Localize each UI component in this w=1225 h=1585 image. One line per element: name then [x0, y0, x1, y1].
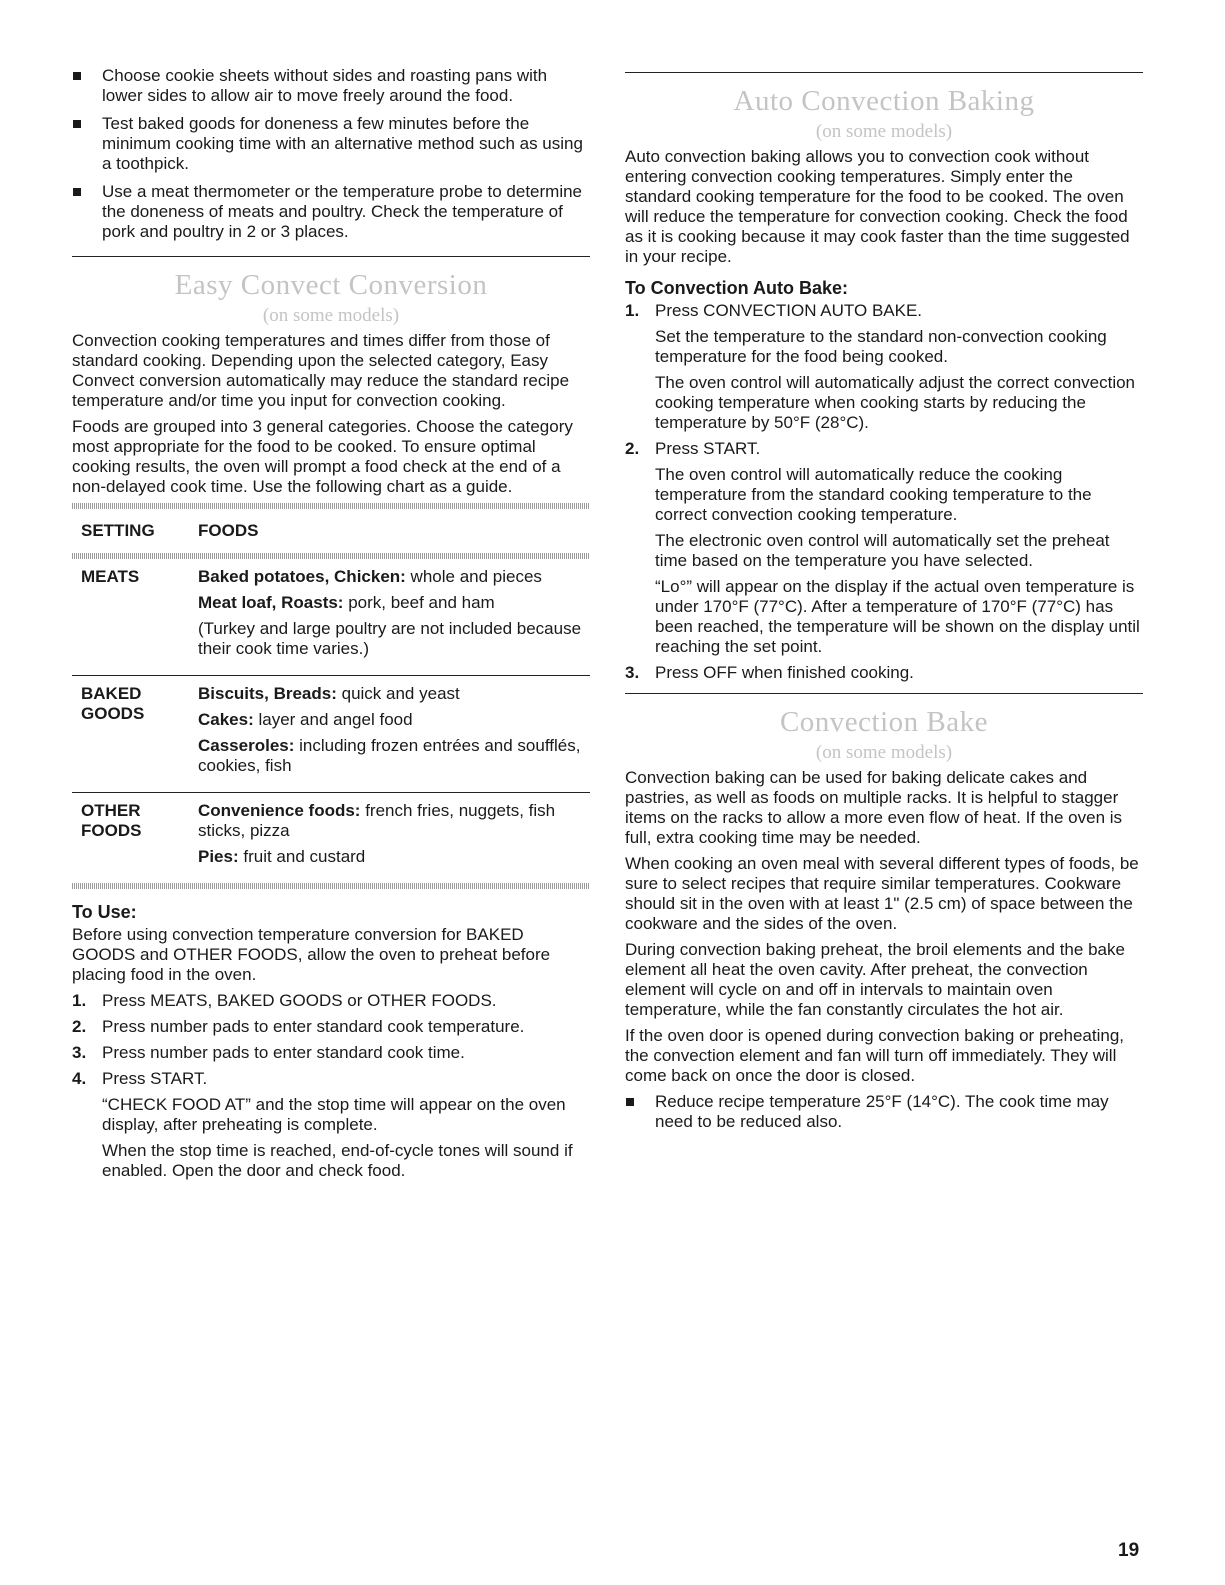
- food-line: (Turkey and large poultry are not included because their cook time varies.): [198, 619, 582, 658]
- convection-auto-bake-heading: To Convection Auto Bake:: [625, 278, 849, 298]
- step-text: Press START.: [655, 439, 761, 458]
- bullet-text: Test baked goods for doneness a few minutes before the minimum cooking time with an alternative method such as using a toothpick.: [102, 114, 583, 173]
- section-title: Easy Convect Conversion: [174, 269, 488, 301]
- step-detail: The oven control will automatically adjust the correct convection cooking temperature when cooking starts by reducing the temperature by 50°F (28°C).: [655, 373, 1136, 432]
- section-title: Convection Bake: [779, 706, 989, 738]
- to-use-steps: [72, 991, 590, 1181]
- table-row: [72, 792, 590, 883]
- step-detail: When the stop time is reached, end-of-cycle tones will sound if enabled. Open the door and check food.: [102, 1141, 573, 1180]
- step-item: [72, 991, 590, 1011]
- step-detail: The electronic oven control will automatically set the preheat time based on the temperature you have selected.: [655, 531, 1110, 570]
- paragraph: Convection cooking temperatures and times differ from those of standard cooking. Depending upon the selected category, Easy Convect conversion automatically may reduce the standard recipe temperature and/or time you input for convection cooking.: [72, 331, 570, 410]
- list-item: [72, 182, 590, 242]
- section-divider: [625, 72, 1143, 73]
- list-item: [72, 66, 590, 106]
- left-column: [72, 66, 590, 1187]
- to-use-heading: To Use:: [72, 902, 137, 922]
- foods-cell: [198, 567, 590, 665]
- food-line: Casseroles: including frozen entrées and soufflés, cookies, fish: [198, 736, 581, 775]
- step-text: Press CONVECTION AUTO BAKE.: [655, 301, 923, 320]
- setting-cell: MEATS: [81, 567, 140, 586]
- step-item: [72, 1043, 590, 1063]
- page-number: 19: [1118, 1540, 1140, 1561]
- list-item: [625, 1092, 1143, 1132]
- step-item: [625, 301, 1143, 433]
- step-item: [625, 663, 1143, 683]
- right-column: [625, 72, 1143, 1140]
- paragraph: If the oven door is opened during convection baking or preheating, the convection element and fan will turn off immediately. They will come back on once the door is closed.: [625, 1026, 1125, 1085]
- food-line: Convenience foods: french fries, nuggets, fish sticks, pizza: [198, 801, 556, 840]
- convection-bake-bullets: [625, 1092, 1143, 1132]
- section-subtitle: (on some models): [815, 121, 953, 142]
- step-text: Press number pads to enter standard cook time.: [102, 1043, 465, 1062]
- step-number: 2.: [72, 1017, 87, 1036]
- setting-cell: OTHER FOODS: [81, 801, 142, 840]
- paragraph: Foods are grouped into 3 general categories. Choose the category most appropriate for the food to be cooked. To ensure optimal cooking results, the oven will prompt a food check at the end of a non-delayed cook time. Use the following chart as a guide.: [72, 417, 573, 496]
- section-subtitle: (on some models): [815, 742, 953, 763]
- step-item: [72, 1069, 590, 1181]
- step-text: Press MEATS, BAKED GOODS or OTHER FOODS.: [102, 991, 497, 1010]
- step-detail: Set the temperature to the standard non-convection cooking temperature for the food being cooked.: [655, 327, 1107, 366]
- intro-bullet-list: [72, 66, 590, 242]
- food-line: Cakes: layer and angel food: [198, 710, 413, 729]
- step-text: Press OFF when finished cooking.: [655, 663, 914, 682]
- settings-table: [72, 503, 590, 889]
- foods-cell: [198, 801, 590, 873]
- auto-bake-steps: [625, 301, 1143, 683]
- step-detail: “Lo°” will appear on the display if the actual oven temperature is under 170°F (77°C). After a temperature of 170°F (77°C) has been reached, the temperature will be shown on the display until reaching the set point.: [655, 577, 1140, 656]
- step-number: 2.: [625, 439, 640, 458]
- step-detail: The oven control will automatically reduce the cooking temperature from the standard cooking temperature to the correct convection cooking temperature.: [655, 465, 1092, 524]
- paragraph: Auto convection baking allows you to convection cook without entering convection cooking temperatures. Simply enter the standard cooking temperature for the food to be cooked. The oven will reduce the temperature for convection cooking. Check the food as it is cooking because it may cook faster than the time suggested in your recipe.: [625, 147, 1130, 266]
- food-line: Meat loaf, Roasts: pork, beef and ham: [198, 593, 495, 612]
- bullet-text: Use a meat thermometer or the temperature probe to determine the doneness of meats and poultry. Check the temperature of pork and poultry in 2 or 3 places.: [102, 182, 583, 241]
- section-subtitle: (on some models): [262, 305, 400, 326]
- paragraph: During convection baking preheat, the broil elements and the bake element all heat the oven cavity. After preheat, the convection element will cycle on and off in intervals to maintain oven temperature, while the fan constantly circulates the hot air.: [625, 940, 1125, 1019]
- square-bullet-icon: [73, 120, 81, 128]
- paragraph: Before using convection temperature conversion for BAKED GOODS and OTHER FOODS, allow the oven to preheat before placing food in the oven.: [72, 925, 551, 984]
- foods-cell: [198, 684, 590, 782]
- step-item: [625, 439, 1143, 657]
- step-number: 4.: [72, 1069, 87, 1088]
- table-row: [72, 559, 590, 675]
- square-bullet-icon: [73, 188, 81, 196]
- setting-cell: BAKED GOODS: [81, 684, 145, 723]
- step-number: 1.: [72, 991, 87, 1010]
- food-line: Biscuits, Breads: quick and yeast: [198, 684, 460, 703]
- section-divider: [72, 256, 590, 257]
- section-title: Auto Convection Baking: [733, 85, 1035, 117]
- step-number: 1.: [625, 301, 640, 320]
- section-divider: [625, 693, 1143, 694]
- column-header-setting: SETTING: [81, 521, 155, 540]
- step-item: [72, 1017, 590, 1037]
- step-number: 3.: [72, 1043, 87, 1062]
- table-bottom-border: [72, 883, 590, 889]
- step-text: Press START.: [102, 1069, 208, 1088]
- paragraph: Convection baking can be used for baking delicate cakes and pastries, as well as foods on multiple racks. It is helpful to stagger items on the racks to allow a more even flow of heat. If the oven is full, extra cooking time may be needed.: [625, 768, 1123, 847]
- square-bullet-icon: [626, 1098, 634, 1106]
- column-header-foods: FOODS: [198, 521, 259, 540]
- table-row: [72, 675, 590, 792]
- list-item: [72, 114, 590, 174]
- bullet-text: Choose cookie sheets without sides and roasting pans with lower sides to allow air to move freely around the food.: [102, 66, 548, 105]
- step-text: Press number pads to enter standard cook temperature.: [102, 1017, 525, 1036]
- food-line: Baked potatoes, Chicken: whole and pieces: [198, 567, 542, 586]
- step-number: 3.: [625, 663, 640, 682]
- table-header: [72, 509, 590, 553]
- square-bullet-icon: [73, 72, 81, 80]
- step-detail: “CHECK FOOD AT” and the stop time will appear on the oven display, after preheating is complete.: [102, 1095, 566, 1134]
- paragraph: When cooking an oven meal with several different types of foods, be sure to select recipes that require similar temperatures. Cookware should sit in the oven with at least 1" (2.5 cm) of space between the cookware and the sides of the oven.: [625, 854, 1139, 933]
- food-line: Pies: fruit and custard: [198, 847, 366, 866]
- bullet-text: Reduce recipe temperature 25°F (14°C). The cook time may need to be reduced also.: [655, 1092, 1109, 1131]
